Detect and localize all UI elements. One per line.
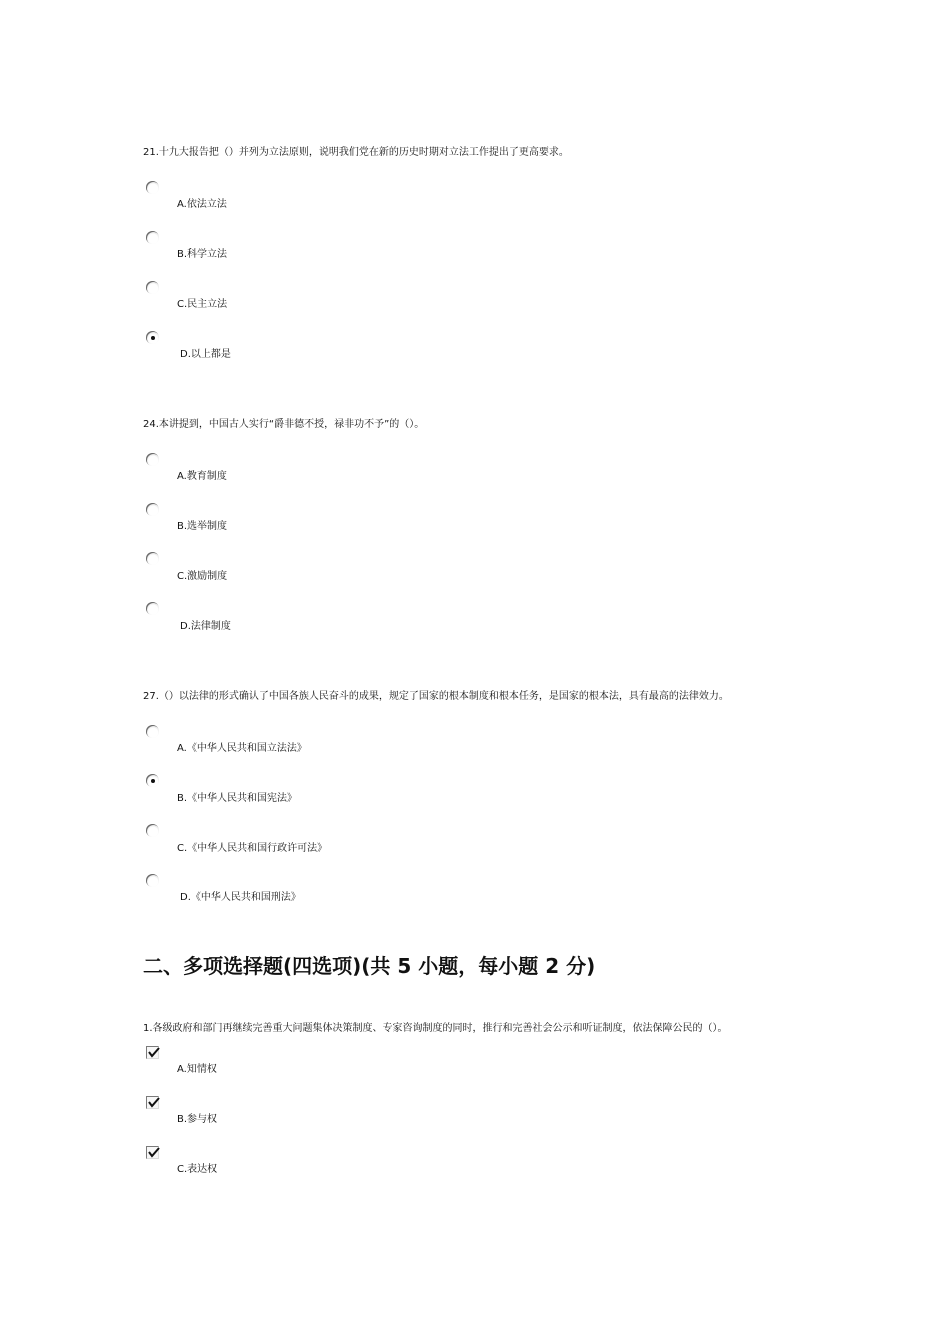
radio-button-selected[interactable] — [146, 774, 159, 787]
checkbox-checked[interactable] — [146, 1096, 159, 1109]
radio-button[interactable] — [146, 602, 159, 615]
radio-button[interactable] — [146, 181, 159, 194]
radio-button[interactable] — [146, 503, 159, 516]
option-label: C.激励制度 — [177, 571, 228, 582]
option-label: D.以上都是 — [180, 349, 231, 360]
question-24-text: 24.本讲提到，中国古人实行“爵非德不授，禄非功不予”的（）。 — [143, 419, 425, 430]
option-label: B.《中华人民共和国宪法》 — [177, 793, 298, 804]
radio-selected-dot — [151, 336, 155, 340]
option-label: A.教育制度 — [177, 471, 227, 482]
option-label: D.法律制度 — [180, 621, 231, 632]
radio-button[interactable] — [146, 725, 159, 738]
radio-button-selected[interactable] — [146, 331, 159, 344]
radio-selected-dot — [151, 779, 155, 783]
checkbox-checked[interactable] — [146, 1046, 159, 1059]
radio-button[interactable] — [146, 281, 159, 294]
section-title: 二、多项选择题(四选项)(共 5 小题，每小题 2 分) — [143, 954, 596, 978]
option-label: C.《中华人民共和国行政许可法》 — [177, 843, 328, 854]
checkmark-icon — [147, 1145, 161, 1159]
question-multi-1-text: 1.各级政府和部门再继续完善重大问题集体决策制度、专家咨询制度的同时，推行和完善社会公示和听证制度，依法保障公民的（）。 — [143, 1023, 728, 1034]
option-label: A.《中华人民共和国立法法》 — [177, 743, 307, 754]
checkbox-checked[interactable] — [146, 1146, 159, 1159]
option-label: B.科学立法 — [177, 249, 228, 260]
option-label: A.知情权 — [177, 1064, 217, 1075]
radio-button[interactable] — [146, 874, 159, 887]
option-label: B.选举制度 — [177, 521, 228, 532]
radio-button[interactable] — [146, 824, 159, 837]
radio-button[interactable] — [146, 453, 159, 466]
option-label: D.《中华人民共和国刑法》 — [180, 892, 301, 903]
checkmark-icon — [147, 1095, 161, 1109]
option-label: B.参与权 — [177, 1114, 218, 1125]
radio-button[interactable] — [146, 552, 159, 565]
option-label: C.民主立法 — [177, 299, 228, 310]
question-21-text: 21.十九大报告把（）并列为立法原则，说明我们党在新的历史时期对立法工作提出了更高要求。 — [143, 147, 569, 158]
option-label: A.依法立法 — [177, 199, 227, 210]
radio-button[interactable] — [146, 231, 159, 244]
checkmark-icon — [147, 1045, 161, 1059]
option-label: C.表达权 — [177, 1164, 218, 1175]
question-27-text: 27.（）以法律的形式确认了中国各族人民奋斗的成果，规定了国家的根本制度和根本任务，是国家的根本法，具有最高的法律效力。 — [143, 691, 729, 702]
